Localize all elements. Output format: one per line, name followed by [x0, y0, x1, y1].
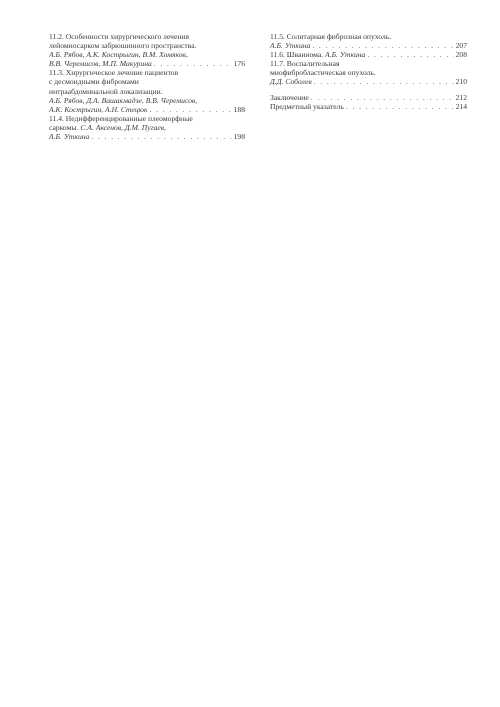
dot-leader [367, 50, 453, 59]
toc-entry-11-6 [270, 50, 467, 59]
entry-title-line: с десмоидными фибромами [49, 77, 139, 87]
toc-entry-11-3 [49, 68, 245, 113]
entry-authors-fragment: А.Б. Уткина [325, 50, 366, 60]
entry-page-line [49, 105, 245, 114]
dot-leader [314, 77, 454, 86]
toc-entry-11-5 [270, 32, 467, 50]
entry-authors-line: А.Б. Рябов, Д.А. Вашакмадзе, В.В. Черемисов, [49, 95, 198, 105]
entry-page-line [270, 41, 467, 50]
entry-title-line: лейомиосарком забрюшинного пространства. [49, 41, 197, 51]
entry-authors-line: А.Б. Уткина [49, 132, 90, 142]
entry-authors-line: В.В. Черемисов, М.П. Макурина [49, 59, 152, 69]
entry-page-line [270, 93, 467, 102]
entry-title-line [49, 123, 245, 132]
entry-title-line: интраабдоминальной локализации. [49, 86, 163, 96]
entry-page-line [270, 102, 467, 111]
toc-left-column [49, 32, 245, 141]
entry-authors-fragment: С.А. Аксенов, Д.М. Пугаев, [80, 122, 166, 132]
entry-authors-line: А.Б. Уткина [270, 41, 311, 51]
dot-leader [91, 132, 231, 141]
entry-title-fragment: саркомы. [49, 122, 79, 132]
toc-entry-11-2 [49, 32, 245, 68]
entry-title-line: миофибробластическая опухоль. [270, 68, 376, 78]
entry-title-line: 11.5. Солитарная фиброзная опухоль. [270, 32, 392, 41]
toc-right-column [270, 32, 467, 111]
entry-title-line: 11.3. Хирургическое лечение пациентов [49, 68, 179, 78]
page-number: 212 [455, 92, 467, 102]
dot-leader [312, 41, 453, 50]
page-number: 208 [455, 50, 467, 60]
dot-leader [150, 105, 232, 114]
page-number: 188 [233, 104, 245, 114]
entry-authors-line: Д.Д. Соболев [270, 77, 312, 87]
entry-authors-line: А.К. Кострыгин, А.Н. Стецюк [49, 104, 148, 114]
entry-page-line [49, 59, 245, 68]
entry-page-line [49, 132, 245, 141]
entry-title: Заключение [270, 92, 309, 102]
toc-entry-subject-index [270, 102, 467, 111]
toc-entry-conclusion [270, 93, 467, 102]
dot-leader [311, 93, 454, 102]
dot-leader [154, 59, 232, 68]
entry-title-line: 11.4. Недифференцированные плеоморфные [49, 113, 193, 123]
page-number: 214 [455, 101, 467, 111]
entry-title: Предметный указатель [270, 101, 344, 111]
page-number: 176 [233, 59, 245, 69]
page-number: 198 [233, 132, 245, 142]
page-number: 207 [455, 41, 467, 51]
entry-title-fragment: 11.6. Шваннома. [270, 50, 324, 60]
entry-title-and-authors [270, 50, 365, 59]
dot-leader [346, 102, 454, 111]
entry-authors-line: А.Б. Рябов, А.К. Кострыгин, В.М. Хомяков, [49, 50, 188, 60]
page-number: 210 [455, 77, 467, 87]
entry-page-line [270, 50, 467, 59]
entry-title-line: 11.7. Воспалительная [270, 59, 340, 69]
entry-title-line: 11.2. Особенности хирургического лечения [49, 32, 189, 41]
toc-entry-11-4 [49, 114, 245, 141]
entry-page-line [270, 77, 467, 86]
toc-entry-11-7 [270, 59, 467, 86]
